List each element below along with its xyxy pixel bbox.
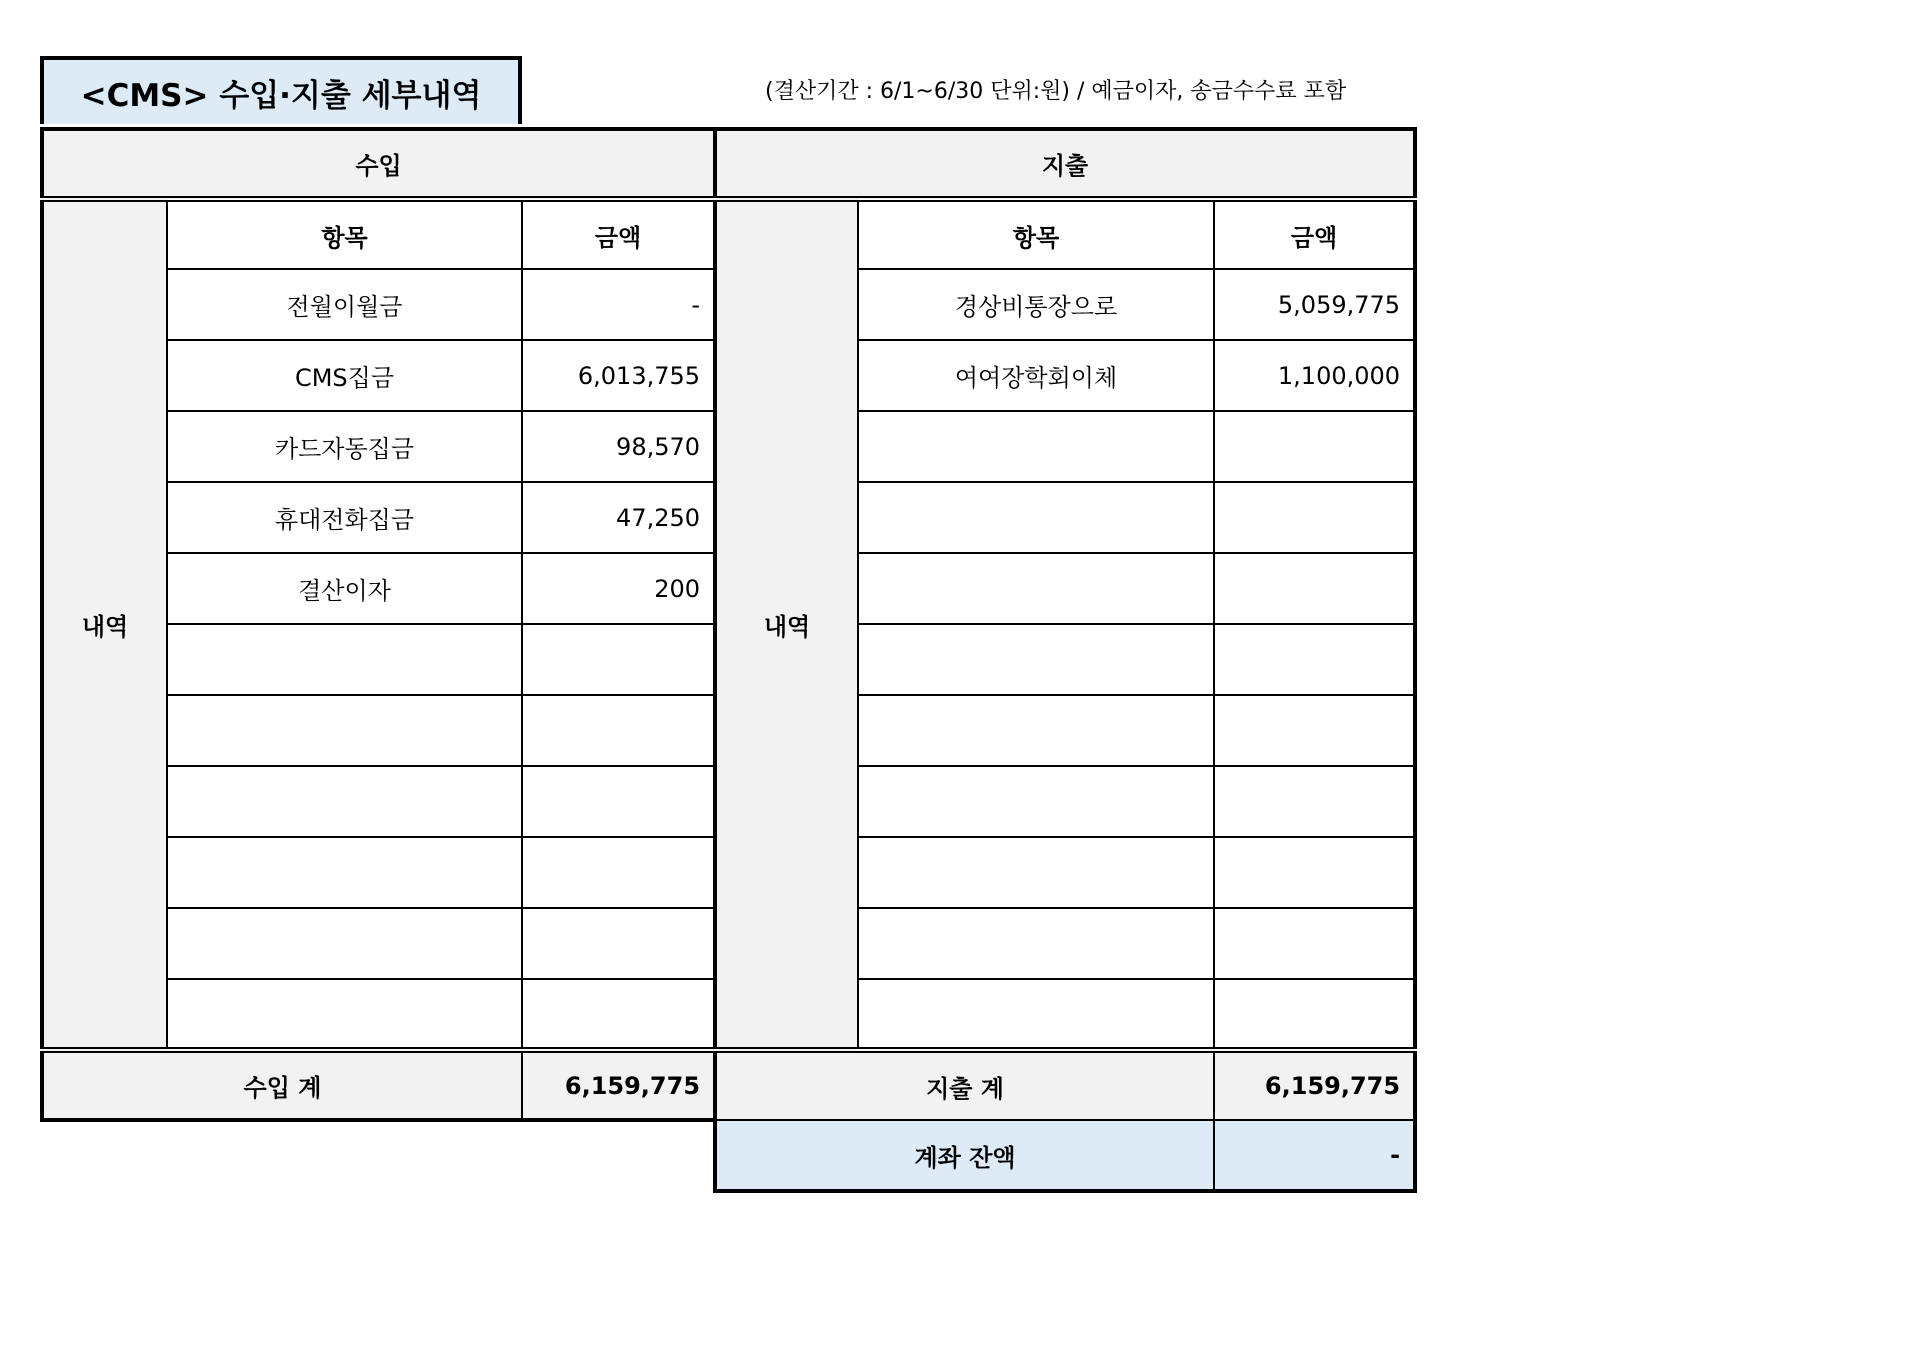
expense-amount [1214, 553, 1415, 624]
balance-row [42, 1120, 1415, 1191]
expense-amount [1214, 624, 1415, 695]
expense-total-label: 지출 계 [715, 1050, 1214, 1120]
expense-col-amount: 금액 [1214, 199, 1415, 269]
expense-item [858, 908, 1214, 979]
income-amount [522, 766, 715, 837]
income-item [167, 837, 522, 908]
expense-amount: 5,059,775 [1214, 269, 1415, 340]
income-col-item: 항목 [167, 199, 522, 269]
balance-label: 계좌 잔액 [715, 1120, 1214, 1191]
income-amount: 98,570 [522, 411, 715, 482]
income-item [167, 695, 522, 766]
income-amount [522, 695, 715, 766]
expense-amount [1214, 695, 1415, 766]
ledger-table [40, 127, 1417, 1193]
income-total-label: 수입 계 [42, 1050, 522, 1120]
income-header: 수입 [42, 129, 715, 199]
income-amount [522, 979, 715, 1050]
income-item [167, 979, 522, 1050]
income-row-label: 내역 [42, 199, 167, 1050]
income-item [167, 624, 522, 695]
income-item: 결산이자 [167, 553, 522, 624]
income-item [167, 766, 522, 837]
expense-header: 지출 [715, 129, 1415, 199]
income-total-amount: 6,159,775 [522, 1050, 715, 1120]
expense-amount [1214, 411, 1415, 482]
expense-item [858, 624, 1214, 695]
income-amount [522, 908, 715, 979]
expense-amount [1214, 482, 1415, 553]
expense-item [858, 979, 1214, 1050]
income-item: 전월이월금 [167, 269, 522, 340]
income-amount: 47,250 [522, 482, 715, 553]
totals-row [42, 1050, 1415, 1120]
expense-amount [1214, 837, 1415, 908]
expense-item: 여여장학회이체 [858, 340, 1214, 411]
expense-total-amount: 6,159,775 [1214, 1050, 1415, 1120]
income-amount: 200 [522, 553, 715, 624]
income-item [167, 908, 522, 979]
balance-amount: - [1214, 1120, 1415, 1191]
page-title: <CMS> 수입·지출 세부내역 [40, 56, 522, 124]
balance-spacer [42, 1120, 715, 1191]
income-amount: 6,013,755 [522, 340, 715, 411]
expense-amount [1214, 908, 1415, 979]
income-amount [522, 624, 715, 695]
income-amount: - [522, 269, 715, 340]
expense-row-label: 내역 [715, 199, 858, 1050]
expense-amount: 1,100,000 [1214, 340, 1415, 411]
expense-amount [1214, 979, 1415, 1050]
expense-item [858, 411, 1214, 482]
expense-item [858, 482, 1214, 553]
income-item: 휴대전화집금 [167, 482, 522, 553]
expense-item [858, 766, 1214, 837]
expense-item [858, 837, 1214, 908]
period-note: (결산기간 : 6/1~6/30 단위:원) / 예금이자, 송금수수료 포함 [765, 79, 1347, 104]
expense-item [858, 695, 1214, 766]
income-col-amount: 금액 [522, 199, 715, 269]
expense-item: 경상비통장으로 [858, 269, 1214, 340]
income-item: 카드자동집금 [167, 411, 522, 482]
expense-amount [1214, 766, 1415, 837]
income-amount [522, 837, 715, 908]
expense-item [858, 553, 1214, 624]
expense-col-item: 항목 [858, 199, 1214, 269]
income-item: CMS집금 [167, 340, 522, 411]
